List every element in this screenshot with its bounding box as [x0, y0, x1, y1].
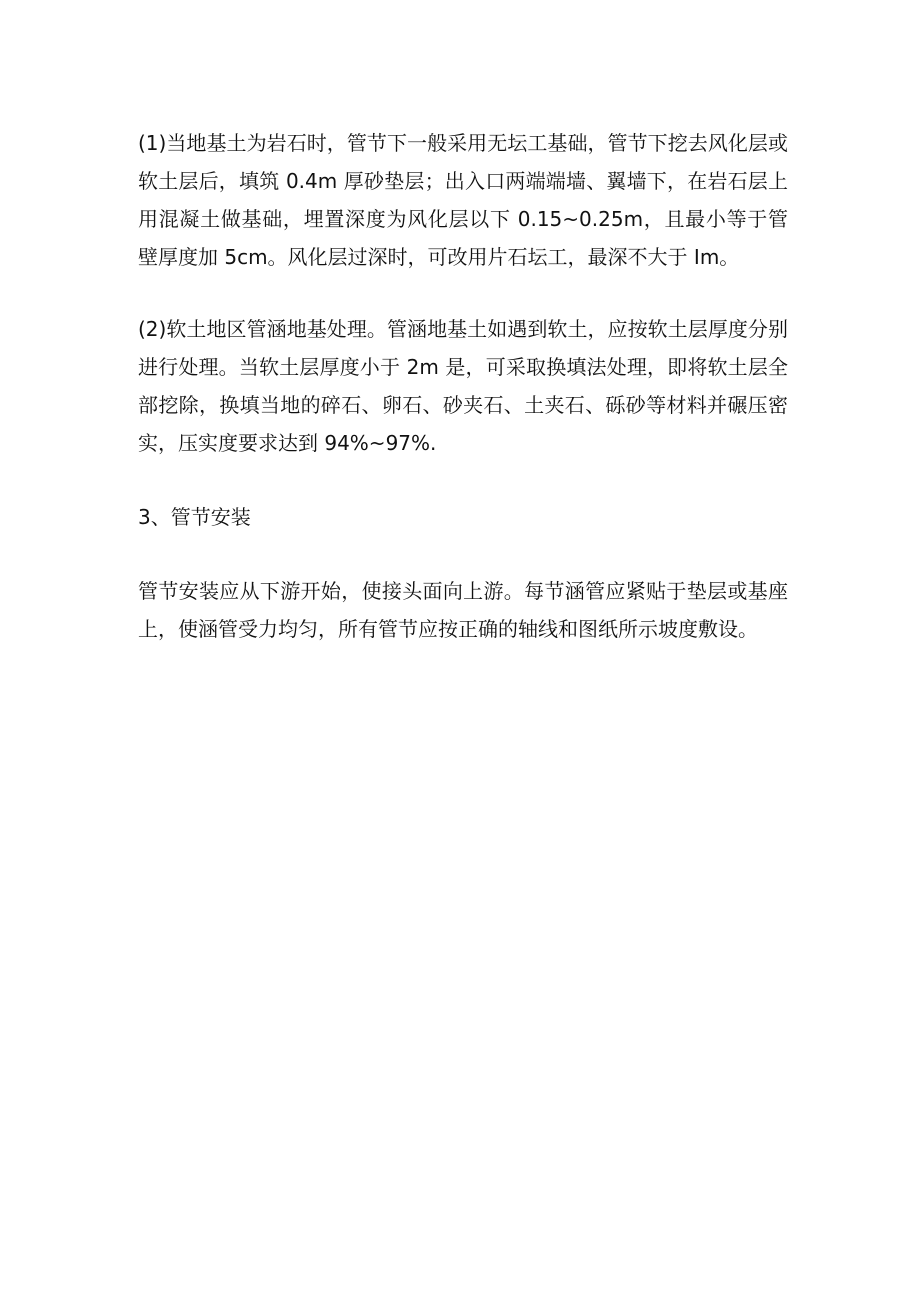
- paragraph-rock-foundation: (1)当地基土为岩石时，管节下一般采用无坛工基础，管节下挖去风化层或软土层后，填筑 0.4m 厚砂垫层；出入口两端端墙、翼墙下，在岩石层上用混凝土做基础，埋置深度为风化层以下 0.15~0.25m，且最小等于管壁厚度加 5cm。风化层过深时，可改用片石坛工，最深不大于 Im。: [138, 131, 788, 269]
- section-heading-pipe-installation: 3、管节安装: [138, 505, 251, 529]
- paragraph-soft-soil-treatment: (2)软土地区管涵地基处理。管涵地基土如遇到软土，应按软土层厚度分别进行处理。当软土层厚度小于 2m 是，可采取换填法处理，即将软土层全部挖除，换填当地的碎石、卵石、砂夹石、土夹石、砾砂等材料并碾压密实，压实度要求达到 94%~97%.: [138, 317, 788, 455]
- document-body: [138, 124, 788, 648]
- paragraph-pipe-installation: 管节安装应从下游开始，使接头面向上游。每节涵管应紧贴于垫层或基座上，使涵管受力均匀，所有管节应按正确的轴线和图纸所示坡度敷设。: [138, 579, 788, 641]
